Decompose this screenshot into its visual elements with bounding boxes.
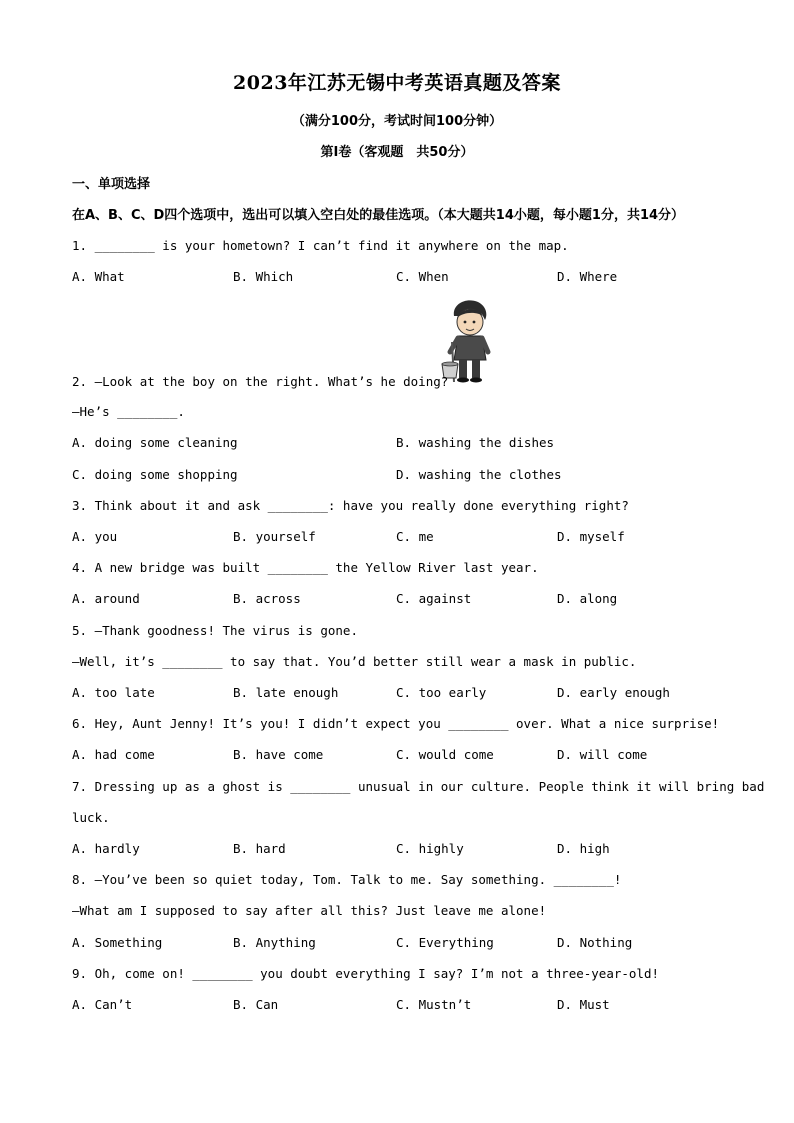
question-2-stem: 2. —Look at the boy on the right. What’s he doing? — [72, 374, 449, 389]
question-8-option-a: A. Something — [72, 935, 163, 950]
question-5-response: —Well, it’s ________ to say that. You’d better still wear a mask in public. — [72, 654, 637, 669]
question-6-option-c: C. would come — [396, 747, 494, 762]
question-2-option-a: A. doing some cleaning — [72, 435, 238, 450]
question-5-stem: 5. —Thank goodness! The virus is gone. — [72, 623, 358, 638]
question-1-option-a: A. What — [72, 269, 125, 284]
question-3-option-c: C. me — [396, 529, 434, 544]
question-9-option-c: C. Mustn’t — [396, 997, 472, 1012]
question-7-option-b: B. hard — [233, 841, 286, 856]
question-3-option-d: D. myself — [557, 529, 625, 544]
question-6-option-a: A. had come — [72, 747, 155, 762]
question-2-option-b: B. washing the dishes — [396, 435, 555, 450]
question-3-stem: 3. Think about it and ask ________: have you really done everything right? — [72, 498, 629, 513]
question-1-option-c: C. When — [396, 269, 449, 284]
section-heading: 一、单项选择 — [72, 177, 151, 192]
question-8-stem: 8. —You’ve been so quiet today, Tom. Talk to me. Say something. ________! — [72, 872, 622, 887]
question-7-stem-continued: luck. — [72, 810, 110, 825]
question-5-option-a: A. too late — [72, 685, 155, 700]
question-6-option-d: D. will come — [557, 747, 648, 762]
exam-subtitle: （满分100分，考试时间100分钟） — [291, 114, 503, 129]
question-6-option-b: B. have come — [233, 747, 324, 762]
question-2-response: —He’s ________. — [72, 404, 185, 419]
question-1-option-b: B. Which — [233, 269, 294, 284]
question-2-option-d: D. washing the clothes — [396, 467, 562, 482]
boy-cleaning-illustration — [440, 298, 496, 384]
page-title: 2023年江苏无锡中考英语真题及答案 — [233, 72, 561, 94]
question-5-option-c: C. too early — [396, 685, 487, 700]
question-9-option-d: D. Must — [557, 997, 610, 1012]
question-7-option-d: D. high — [557, 841, 610, 856]
volume-heading: 第Ⅰ卷（客观题 共50分） — [320, 145, 474, 160]
question-8-option-d: D. Nothing — [557, 935, 633, 950]
question-6-stem: 6. Hey, Aunt Jenny! It’s you! I didn’t expect you ________ over. What a nice surprise! — [72, 716, 720, 731]
section-instruction: 在A、B、C、D四个选项中，选出可以填入空白处的最佳选项。（本大题共14小题，每小题1分，共14分） — [72, 208, 685, 223]
question-5-option-b: B. late enough — [233, 685, 339, 700]
question-1-option-d: D. Where — [557, 269, 618, 284]
question-7-option-c: C. highly — [396, 841, 464, 856]
question-8-option-c: C. Everything — [396, 935, 494, 950]
question-1-stem: 1. ________ is your hometown? I can’t find it anywhere on the map. — [72, 238, 569, 253]
question-8-response: —What am I supposed to say after all this? Just leave me alone! — [72, 903, 547, 918]
boy-cleaning-icon — [440, 298, 496, 384]
question-5-option-d: D. early enough — [557, 685, 670, 700]
question-4-option-a: A. around — [72, 591, 140, 606]
question-2-option-c: C. doing some shopping — [72, 467, 238, 482]
question-4-option-c: C. against — [396, 591, 472, 606]
question-7-option-a: A. hardly — [72, 841, 140, 856]
question-3-option-a: A. you — [72, 529, 118, 544]
question-7-stem: 7. Dressing up as a ghost is ________ unusual in our culture. People think it will bring bad — [72, 779, 765, 794]
question-3-option-b: B. yourself — [233, 529, 316, 544]
question-8-option-b: B. Anything — [233, 935, 316, 950]
question-4-option-d: D. along — [557, 591, 618, 606]
question-4-stem: 4. A new bridge was built ________ the Yellow River last year. — [72, 560, 539, 575]
question-9-stem: 9. Oh, come on! ________ you doubt everything I say? I’m not a three-year-old! — [72, 966, 659, 981]
question-4-option-b: B. across — [233, 591, 301, 606]
question-9-option-a: A. Can’t — [72, 997, 133, 1012]
question-9-option-b: B. Can — [233, 997, 279, 1012]
